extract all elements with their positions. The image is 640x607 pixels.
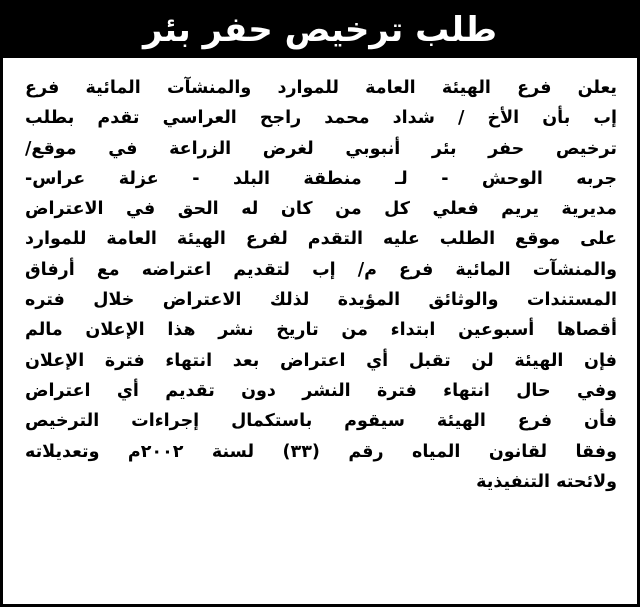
notice-line-10: فإن الهيئة لن تقبل أي اعتراض بعد انتهاء فترة الإعلان [25, 350, 617, 371]
notice-line-7: والمنشآت المائية فرع م/ إب لتقديم اعتراضه مع أرفاق [25, 259, 617, 280]
notice-line-1: يعلن فرع الهيئة العامة للموارد والمنشآت المائية فرع [25, 78, 617, 98]
notice-line-2: إب بأن الأخ / شداد محمد راجح العراسي تقدم بطلب [25, 108, 617, 129]
notice-body [25, 73, 617, 497]
title-banner [3, 3, 637, 58]
notice-line-9: أقصاها أسبوعين ابتداء من تاريخ نشر هذا الإعلان مالم [25, 320, 617, 341]
notice-line-6: على موقع الطلب عليه التقدم لفرع الهيئة العامة للموارد [25, 229, 617, 250]
notice-title: طلب ترخيص حفر بئر [142, 10, 497, 50]
notice-line-8: المستندات والوثائق المؤيدة لذلك الاعتراض خلال فتره [25, 290, 617, 311]
notice-line-11: وفي حال انتهاء فترة النشر دون تقديم أي اعتراض [25, 380, 617, 401]
notice-line-13: وفقا لقانون المياه رقم (٣٣) لسنة ٢٠٠٢م وتعديلاته [25, 441, 617, 462]
notice-line-3: ترخيص حفر بئر أنبوبي لغرض الزراعة في موقع/ [25, 138, 617, 159]
notice-line-5: مديرية يريم فعلي كل من كان له الحق في الاعتراض [25, 199, 617, 220]
notice-line-12: فأن فرع الهيئة سيقوم باستكمال إجراءات الترخيص [25, 411, 617, 432]
notice-line-4: جربه الوحش - لـ منطقة البلد - عزلة عراس- [25, 168, 617, 189]
notice-line-14: ولائحته التنفيذية [476, 471, 617, 492]
